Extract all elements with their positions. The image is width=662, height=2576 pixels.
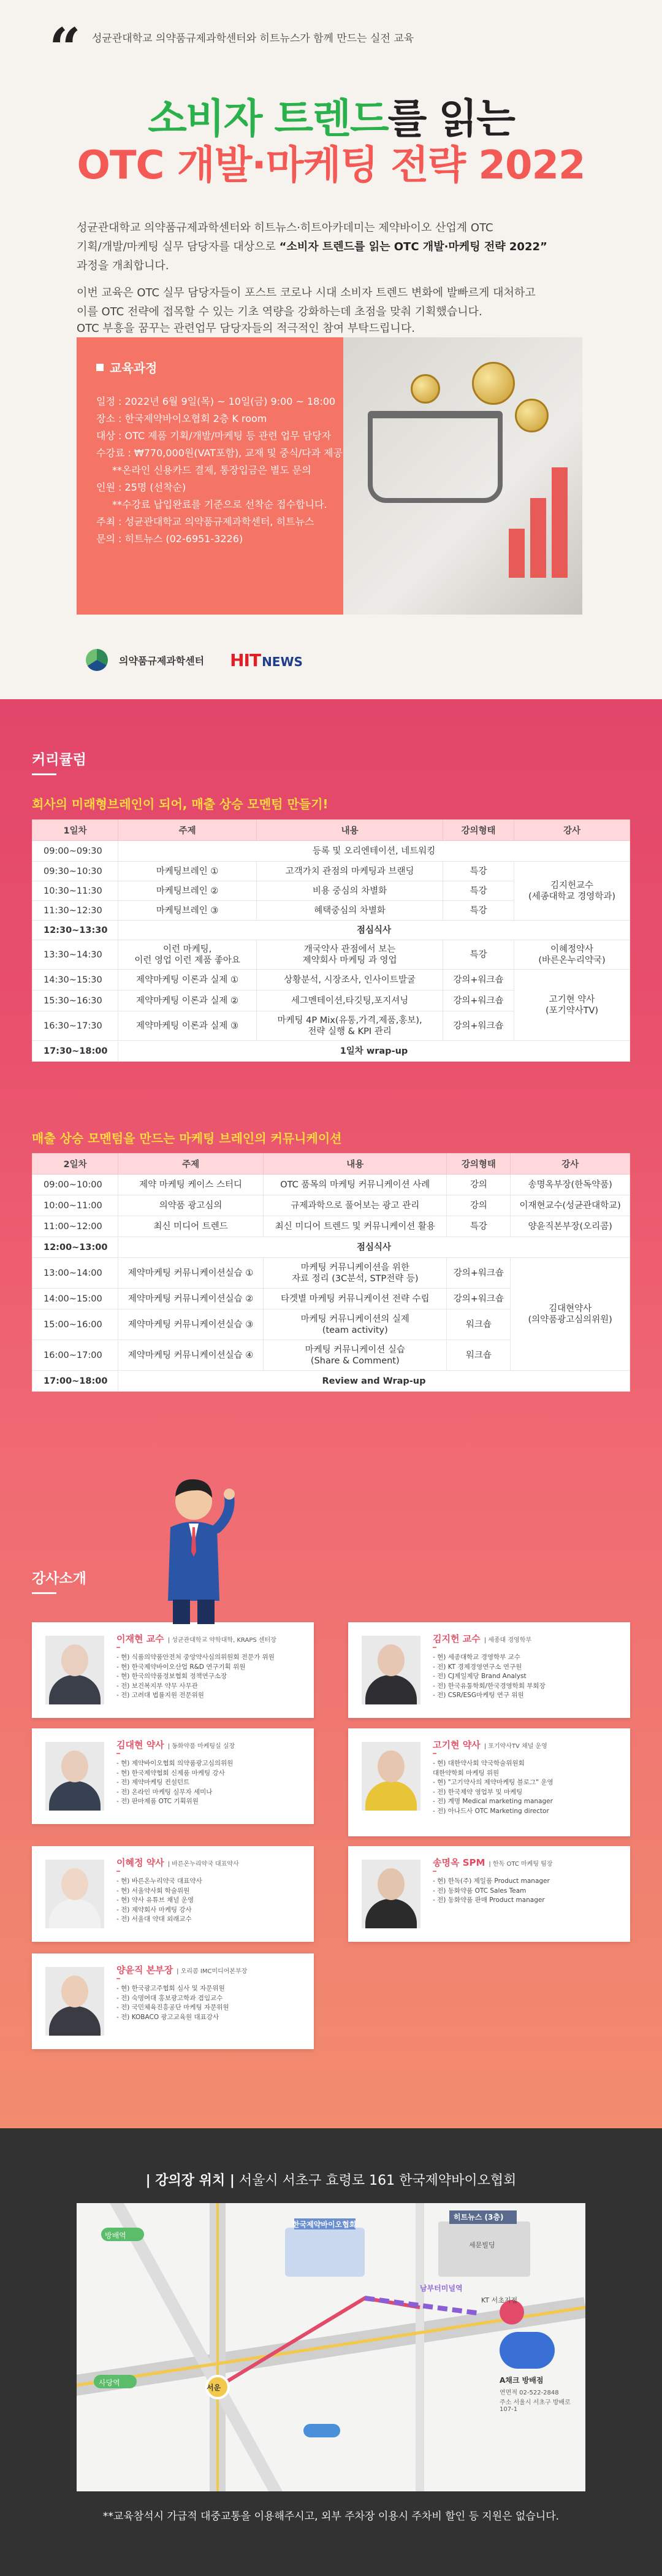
map-label-seimun: 세문빌딩 — [469, 2241, 495, 2249]
instructor-name: 김대현 약사 | 동화약품 마케팅실 실장 — [116, 1739, 235, 1750]
time-cell: 09:00~10:00 — [32, 1175, 118, 1195]
table-header-cell: 강사 — [514, 820, 630, 841]
course-line: 장소 : 한국제약바이오협회 2층 K room — [96, 413, 267, 424]
map-label-bangbae: 방배역 — [105, 2231, 126, 2240]
type-cell: 특강 — [443, 940, 514, 970]
time-cell: 12:30~13:30 — [32, 921, 118, 940]
head-shape — [61, 1976, 88, 2007]
map-label-kt: KT 서초지점 — [481, 2296, 518, 2304]
coin-icon — [411, 374, 440, 404]
time-cell: 17:30~18:00 — [32, 1041, 118, 1062]
body-shape — [49, 1781, 101, 1811]
topic-cell: 제약 마케팅 케이스 스터디 — [118, 1175, 264, 1195]
content-cell: Review and Wrap-up — [118, 1371, 630, 1392]
table-header-cell: 1일차 — [32, 820, 118, 841]
table-row — [32, 1195, 630, 1216]
table-header-cell: 내용 — [264, 1154, 447, 1175]
instructor-photo — [45, 1860, 104, 1928]
table-row — [32, 940, 630, 970]
content-cell: 1일차 wrap-up — [118, 1041, 630, 1062]
instructor-affiliation: | 바른온누리약국 대표약사 — [167, 1861, 239, 1868]
instructor-career-list — [116, 1653, 306, 1701]
time-cell: 15:00~16:00 — [32, 1309, 118, 1340]
map-address-2: 주소 서울시 서초구 방배로 107-1 — [500, 2399, 571, 2413]
presenter-illustration-icon — [146, 1472, 238, 1625]
body-shape — [365, 1675, 417, 1704]
course-note: **온라인 신용카드 결제, 통장입금은 별도 문의 — [112, 464, 311, 476]
type-cell: 워크숍 — [447, 1309, 511, 1340]
quote-icon: “ — [49, 16, 81, 81]
time-cell: 17:00~18:00 — [32, 1371, 118, 1392]
title-line-2: OTC 개발·마케팅 전략 2022 — [77, 143, 585, 188]
list-item: - 전) 한국유통학회/한국경영학회 부회장 — [433, 1682, 546, 1690]
day2-schedule-table — [32, 1153, 630, 1392]
topic-cell: 마케팅브레인 ② — [118, 881, 257, 901]
divider — [433, 1753, 436, 1754]
intro-paragraph-3: OTC 부흥을 꿈꾸는 관련업무 담당자들의 적극적인 참여 부탁드립니다. — [77, 322, 415, 335]
course-line: 수강료 : ₩770,000원(VAT포함), 교재 및 중식/다과 제공 — [96, 447, 343, 459]
topic-cell: 제약마케팅 커뮤니케이션실습 ④ — [118, 1340, 264, 1371]
list-item: - 전) KOBACO 광고교육원 대표강사 — [116, 2013, 219, 2021]
table-header-cell: 2일차 — [32, 1154, 118, 1175]
square-bullet-icon — [96, 364, 104, 371]
title-highlight: 소비자 트렌드 — [148, 95, 388, 142]
instructors-section — [0, 1466, 662, 2128]
table-row — [32, 1216, 630, 1237]
table-header-cell: 내용 — [257, 820, 443, 841]
bar-icon — [530, 498, 546, 578]
type-cell: 강의 — [447, 1195, 511, 1216]
instructor-card — [32, 1953, 314, 2049]
list-item: - 현) 세종대학교 경영학부 교수 — [433, 1654, 520, 1661]
time-cell: 13:30~14:30 — [32, 940, 118, 970]
list-item: - 전) 온라인 마케팅 실무자 세미나 — [116, 1788, 213, 1796]
type-cell: 강의+워크숍 — [447, 1258, 511, 1289]
body-shape — [365, 1781, 417, 1811]
time-cell: 16:30~17:30 — [32, 1011, 118, 1041]
table-row — [32, 1041, 630, 1062]
instructor-card — [348, 1728, 630, 1836]
bar-icon — [509, 529, 525, 578]
day2-title: 매출 상승 모멘텀을 만드는 마케팅 브레인의 커뮤니케이션 — [32, 1131, 342, 1146]
list-item: - 현) 한국의약품정보협회 정책연구소장 — [116, 1673, 227, 1680]
time-cell: 16:00~17:00 — [32, 1340, 118, 1371]
instructor-photo — [45, 1742, 104, 1811]
instructor-career-list — [433, 1759, 623, 1816]
instructor-affiliation: | 포기약사TV 채널 운영 — [484, 1743, 547, 1750]
divider — [433, 1871, 436, 1872]
table-row — [32, 1237, 630, 1258]
instructor-cell: 이혜정약사 (바른온누리약국) — [514, 940, 630, 970]
list-item: - 현) 식품의약품안전처 중앙약사심의위원회 전문가 위원 — [116, 1654, 275, 1661]
list-item: 대한약학회 마케팅 위원 — [433, 1769, 500, 1777]
list-item: - 전) KT 경제경영연구소 연구원 — [433, 1663, 522, 1671]
list-item: - 전) 동화약품 OTC Sales Team — [433, 1887, 527, 1895]
instructor-name: 김지헌 교수 | 세종대 경영학부 — [433, 1633, 532, 1644]
topic-cell: 제약마케팅 커뮤니케이션실습 ① — [118, 1258, 264, 1289]
content-cell: 점심식사 — [118, 1237, 630, 1258]
map-label-seoun: 서운 — [207, 2383, 221, 2392]
map-label-nambu: 남부터미널역 — [420, 2284, 463, 2293]
course-line: 일정 : 2022년 6월 9일(목) ~ 10일(금) 9:00 ~ 18:00 — [96, 396, 336, 407]
intro-line: 이를 OTC 전략에 접목할 수 있는 기초 역량을 강화하는데 초점을 맞춰 기획했습니다. — [77, 305, 482, 318]
content-cell: 타겟별 마케팅 커뮤니케이션 전략 수립 — [264, 1289, 447, 1309]
topic-cell: 마케팅브레인 ① — [118, 862, 257, 881]
topic-cell: 제약마케팅 이론과 실제 ③ — [118, 1011, 257, 1041]
instructor-affiliation: | 동화약품 마케팅실 실장 — [167, 1743, 235, 1750]
venue-title-bold: | 강의장 위치 | — [145, 2173, 235, 2188]
time-cell: 15:30~16:30 — [32, 991, 118, 1011]
title-rest: 를 읽는 — [387, 95, 514, 142]
instructor-cell: 김대현약사 (의약품광고심의위원) — [511, 1258, 630, 1371]
body-shape — [49, 1675, 101, 1704]
content-cell: 마케팅 커뮤니케이션의 실제 (team activity) — [264, 1309, 447, 1340]
venue-address: 서울시 서초구 효령로 161 한국제약바이오협회 — [238, 2173, 517, 2188]
list-item: - 현) 제약바이오협회 의약품광고심의위원 — [116, 1760, 234, 1767]
hero-tagline: 성균관대학교 의약품규제과학센터와 히트뉴스가 함께 만드는 실전 교육 — [92, 33, 414, 45]
time-cell: 10:00~11:00 — [32, 1195, 118, 1216]
bar-icon — [552, 467, 568, 578]
hit-logo-text: HIT — [230, 650, 261, 670]
topic-cell: 제약마케팅 커뮤니케이션실습 ③ — [118, 1309, 264, 1340]
instructor-cell: 양윤직본부장(오리콤) — [511, 1216, 630, 1237]
map-label-hitnews: 히트뉴스 (3층) — [454, 2213, 504, 2221]
map-label-parking: A채크 방배점 — [500, 2376, 544, 2385]
instructor-cell: 김지헌교수 (세종대학교 경영학과) — [514, 862, 630, 921]
instructor-career-list — [116, 1984, 306, 2022]
list-item: - 전) 국민체육진흥공단 마케팅 자문위원 — [116, 2004, 229, 2011]
content-cell: OTC 품목의 마케팅 커뮤니케이션 사례 — [264, 1175, 447, 1195]
content-cell: 고객가치 관점의 마케팅과 브랜딩 — [257, 862, 443, 881]
content-cell: 점심식사 — [118, 921, 630, 940]
intro-text: 기획/개발/마케팅 실무 담당자를 대상으로 — [77, 240, 280, 253]
list-item: - 전) 아나드사 OTC Marketing director — [433, 1807, 549, 1815]
list-item: - 전) CJ제일제당 Brand Analyst — [433, 1673, 527, 1680]
list-item: - 현) 한독(주) 제일품 Product manager — [433, 1877, 550, 1885]
content-cell: 마케팅 4P Mix(유통,가격,제품,홍보), 전략 실행 & KPI 관리 — [257, 1011, 443, 1041]
hitnews-logo — [230, 650, 303, 670]
time-cell: 09:30~10:30 — [32, 862, 118, 881]
table-row — [32, 1175, 630, 1195]
content-cell: 마케팅 커뮤니케이션을 위한 자료 정리 (3C분석, STP전략 등) — [264, 1258, 447, 1289]
type-cell: 강의+워크숍 — [447, 1289, 511, 1309]
divider — [116, 1753, 120, 1754]
coin-icon — [472, 362, 515, 405]
topic-cell: 마케팅브레인 ③ — [118, 901, 257, 921]
body-shape — [49, 1899, 101, 1928]
topic-cell: 제약마케팅 커뮤니케이션실습 ② — [118, 1289, 264, 1309]
instructor-photo — [362, 1860, 420, 1928]
instructor-card — [32, 1728, 314, 1824]
table-header-row — [32, 1154, 630, 1175]
table-header-cell: 주제 — [118, 820, 257, 841]
intro-line: 성균관대학교 의약품규제과학센터와 히트뉴스·히트아카데미는 제약바이오 산업계 OTC — [77, 221, 493, 234]
list-item: - 현) 약사 유튜브 채널 운영 — [116, 1896, 194, 1904]
type-cell: 특강 — [443, 881, 514, 901]
list-item: - 전) 보건복지부 약무 사무관 — [116, 1682, 198, 1690]
instructor-career-list — [433, 1653, 623, 1701]
list-item: - 현) 한국제약협회 신제품 마케팅 강사 — [116, 1769, 225, 1777]
time-cell: 11:30~12:30 — [32, 901, 118, 921]
day1-schedule-table — [32, 819, 630, 1062]
list-item: - 전) 숙명여대 홍보광고학과 겸임교수 — [116, 1994, 223, 2002]
venue-note: **교육참석시 가급적 대중교통을 이용해주시고, 외부 주차장 이용시 주차비 할인 등 지원은 없습니다. — [102, 2510, 560, 2523]
type-cell: 강의 — [447, 1175, 511, 1195]
type-cell: 특강 — [443, 901, 514, 921]
course-note: **수강료 납입완료를 기준으로 선착순 접수합니다. — [112, 499, 327, 510]
shopping-cart-photo — [343, 337, 582, 615]
course-line: 주최 : 성균관대학교 의약품규제과학센터, 히트뉴스 — [96, 516, 314, 527]
intro-line: 이번 교육은 OTC 실무 담당자들이 포스트 코로나 시대 소비자 트렌드 변화에 발빠르게 대처하고 — [77, 286, 536, 299]
time-cell: 11:00~12:00 — [32, 1216, 118, 1237]
course-heading — [96, 358, 324, 376]
instructor-photo — [45, 1636, 104, 1704]
content-cell: 규제과학으로 풀어보는 광고 관리 — [264, 1195, 447, 1216]
list-item: - 현) 한국광고주협회 심사 및 자문위원 — [116, 1985, 225, 1992]
divider — [116, 1871, 120, 1872]
content-cell: 세그멘테이션,타깃팅,포지셔닝 — [257, 991, 443, 1011]
instructor-affiliation: | 한독 OTC 마케팅 팀장 — [489, 1861, 553, 1868]
instructor-name: 송명옥 SPM | 한독 OTC 마케팅 팀장 — [433, 1857, 553, 1868]
skku-center-logo-icon — [86, 649, 108, 671]
list-item: - 현) 대한약사회 약국학술위원회 — [433, 1760, 525, 1767]
instructor-career-list — [433, 1877, 623, 1906]
day1-title: 회사의 미래형브레인이 되어, 매출 상승 모멘텀 만들기! — [32, 797, 329, 811]
list-item: - 전) 판마제품 OTC 기획위원 — [116, 1798, 199, 1805]
type-cell: 특강 — [447, 1216, 511, 1237]
list-item: - 현) "고기약사의 제약마케팅 블로그" 운영 — [433, 1779, 554, 1786]
table-row — [32, 921, 630, 940]
content-cell: 등록 및 오리엔테이션, 네트워킹 — [118, 841, 630, 862]
organizer-logos — [86, 649, 303, 671]
head-shape — [61, 1644, 88, 1676]
list-item: - 전) 고려대 법률지원 전문위원 — [116, 1692, 204, 1699]
intro-line — [77, 237, 592, 256]
instructor-cell: 이재현교수(성균관대학교) — [511, 1195, 630, 1216]
course-contact: 문의 : 히트뉴스 (02-6951-3226) — [96, 533, 243, 545]
venue-section — [0, 2128, 662, 2576]
instructor-cell: 고기현 약사 (포기약사TV) — [514, 970, 630, 1041]
curriculum-heading: 커리큘럼 — [32, 748, 86, 775]
list-item: - 전) CSR/ESG마케팅 연구 위원 — [433, 1692, 524, 1699]
head-shape — [378, 1750, 405, 1782]
coin-icon — [515, 399, 549, 432]
table-row — [32, 970, 630, 991]
course-line: 대상 : OTC 제품 기획/개발/마케팅 등 관련 업무 담당자 — [96, 430, 332, 442]
table-header-row — [32, 820, 630, 841]
instructors-heading: 강사소개 — [32, 1567, 86, 1594]
type-cell: 강의+워크숍 — [443, 991, 514, 1011]
content-cell: 비용 중심의 차별화 — [257, 881, 443, 901]
list-item: - 전) 제약회사 마케팅 강사 — [116, 1906, 192, 1914]
instructor-name: 이혜정 약사 | 바른온누리약국 대표약사 — [116, 1857, 239, 1868]
instructor-card — [32, 1622, 314, 1718]
content-cell: 마케팅 커뮤니케이션 실습 (Share & Comment) — [264, 1340, 447, 1371]
instructor-name: 이재현 교수 | 성균관대학교 약학대학, KRAPS 센터장 — [116, 1633, 276, 1644]
topic-cell: 제약마케팅 이론과 실제 ① — [118, 970, 257, 991]
topic-cell: 이런 마케팅, 이런 영업 이런 제품 좋아요 — [118, 940, 257, 970]
table-header-cell: 주제 — [118, 1154, 264, 1175]
instructor-card — [348, 1846, 630, 1942]
instructor-affiliation: | 오리콤 IMC미디어본부장 — [177, 1968, 248, 1975]
time-cell: 09:00~09:30 — [32, 841, 118, 862]
instructor-cell: 송명옥부장(한독약품) — [511, 1175, 630, 1195]
list-item: - 전) 동화약품 판매 Product manager — [433, 1896, 545, 1904]
instructor-photo — [362, 1742, 420, 1811]
location-map — [77, 2203, 585, 2491]
intro-paragraph-1 — [77, 218, 592, 275]
course-line: 인원 : 25명 (선착순) — [96, 481, 186, 493]
time-cell: 14:30~15:30 — [32, 970, 118, 991]
head-shape — [61, 1868, 88, 1900]
table-row — [32, 841, 630, 862]
table-header-cell: 강의형태 — [443, 820, 514, 841]
time-cell: 13:00~14:00 — [32, 1258, 118, 1289]
head-shape — [378, 1644, 405, 1676]
head-shape — [378, 1868, 405, 1900]
instructor-name: 고기현 약사 | 포기약사TV 채널 운영 — [433, 1739, 547, 1750]
instructor-photo — [45, 1967, 104, 2036]
news-logo-text: NEWS — [262, 654, 303, 669]
course-info-box — [77, 337, 343, 615]
instructor-card — [348, 1622, 630, 1718]
list-item: - 현) 바른온누리약국 대표약사 — [116, 1877, 202, 1885]
list-item: - 전) 한국제약 영업부 및 마케팅 — [433, 1788, 523, 1796]
time-cell: 10:30~11:30 — [32, 881, 118, 901]
list-item: - 전) 제약마케팅 컨설턴트 — [116, 1779, 190, 1786]
instructor-affiliation: | 세종대 경영학부 — [484, 1637, 532, 1644]
content-cell: 상황분석, 시장조사, 인사이트발굴 — [257, 970, 443, 991]
divider — [116, 1647, 120, 1648]
content-cell: 혜택중심의 차별화 — [257, 901, 443, 921]
curriculum-section — [0, 699, 662, 1466]
body-shape — [365, 1899, 417, 1928]
instructor-name: 양윤직 본부장 | 오리콤 IMC미디어본부장 — [116, 1965, 248, 1976]
instructor-career-list — [116, 1877, 306, 1925]
divider — [116, 1978, 120, 1979]
intro-bold-title: “소비자 트렌드를 읽는 OTC 개발·마케팅 전략 2022” — [279, 240, 547, 253]
table-row — [32, 1371, 630, 1392]
instructor-affiliation: | 성균관대학교 약학대학, KRAPS 센터장 — [167, 1637, 276, 1644]
content-cell: 개국약사 관점에서 보는 제약회사 마케팅 과 영업 — [257, 940, 443, 970]
list-item: - 현) 한국제약바이오산업 R&D 연구기획 위원 — [116, 1663, 246, 1671]
type-cell: 강의+워크숍 — [443, 970, 514, 991]
map-label-association: 한국제약바이오협회 — [292, 2220, 357, 2229]
body-shape — [49, 2006, 101, 2036]
head-shape — [61, 1750, 88, 1782]
map-label-sadang: 사당역 — [99, 2379, 120, 2387]
type-cell: 워크숍 — [447, 1340, 511, 1371]
divider — [433, 1647, 436, 1648]
center-logo-text: 의약품규제과학센터 — [119, 654, 205, 667]
content-cell: 최신 미디어 트렌드 및 커뮤니케이션 활용 — [264, 1216, 447, 1237]
topic-cell: 의약품 광고심의 — [118, 1195, 264, 1216]
course-heading-text: 교육과정 — [110, 361, 158, 375]
time-cell: 12:00~13:00 — [32, 1237, 118, 1258]
map-drawing — [77, 2203, 585, 2491]
type-cell: 강의+워크숍 — [443, 1011, 514, 1041]
intro-line: 과정을 개최합니다. — [77, 259, 169, 272]
topic-cell: 제약마케팅 이론과 실제 ② — [118, 991, 257, 1011]
venue-title — [0, 2170, 662, 2189]
time-cell: 14:00~15:00 — [32, 1289, 118, 1309]
instructor-career-list — [116, 1759, 306, 1807]
list-item: - 전) 계명 Medical marketing manager — [433, 1798, 553, 1805]
table-header-cell: 강사 — [511, 1154, 630, 1175]
list-item: - 전) 서울대 약대 외래교수 — [116, 1915, 192, 1923]
map-address: 연면적 02-522-2848 — [500, 2390, 559, 2396]
topic-cell: 최신 미디어 트렌드 — [118, 1216, 264, 1237]
instructor-photo — [362, 1636, 420, 1704]
type-cell: 특강 — [443, 862, 514, 881]
table-row — [32, 862, 630, 881]
instructor-card — [32, 1846, 314, 1942]
hero-section — [0, 0, 662, 699]
cart-icon — [368, 411, 503, 503]
intro-paragraph-2 — [77, 283, 592, 321]
table-header-cell: 강의형태 — [447, 1154, 511, 1175]
list-item: - 현) 서울약사회 학술위원 — [116, 1887, 190, 1895]
table-row — [32, 1258, 630, 1289]
